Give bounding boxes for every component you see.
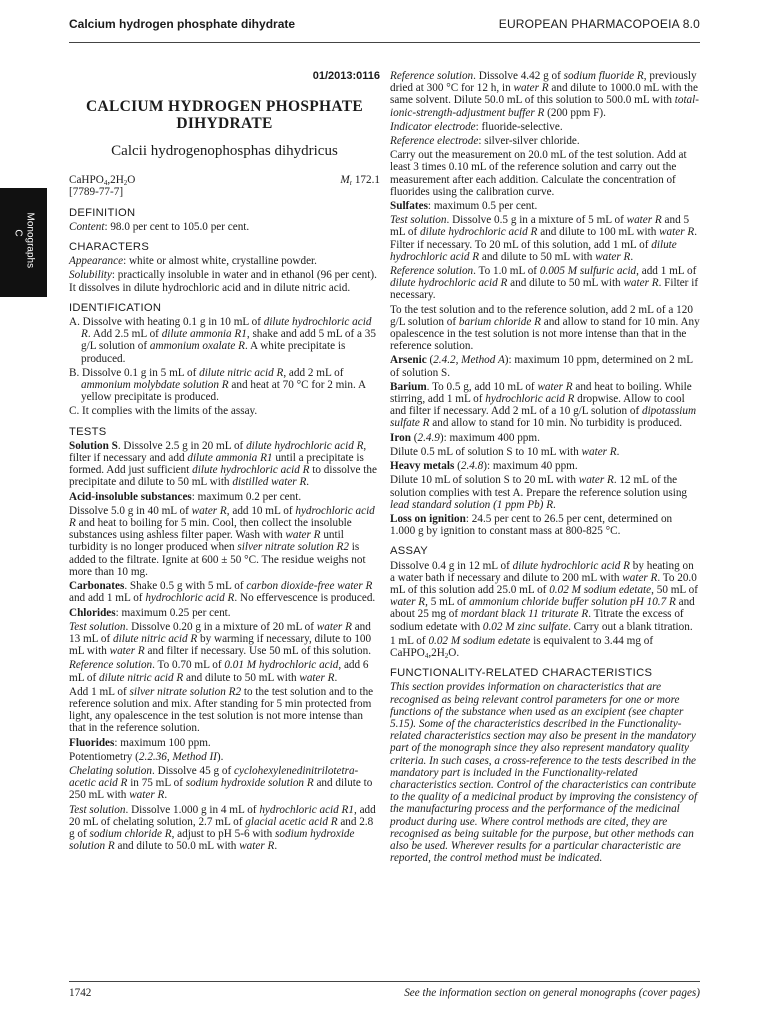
heavy-metals-procedure: Dilute 10 mL of solution S to 20 mL with water R. 12 mL of the solution complies with test A. Prepare the reference solution using lead standard solution (1 ppm Pb) R. — [390, 474, 688, 511]
monographs-section-tab — [0, 188, 47, 297]
iron-limit: Iron (2.4.9): maximum 400 ppm. — [390, 431, 540, 444]
reference-electrode: Reference electrode: silver-silver chloride. — [390, 135, 580, 148]
molecular-formula: $CaHPO_4,2H_2O$ — [69, 174, 136, 188]
running-header-title: Calcium hydrogen phosphate dihydrate — [69, 17, 296, 31]
solubility: Solubility: practically insoluble in water and in ethanol (96 per cent). It dissolves in dilute hydrochloric acid and in dilute nitric acid. — [69, 269, 377, 294]
chlorides-procedure: Add 1 mL of silver nitrate solution R2 to the test solution and to the reference solution and mix. After standing for 5 min protected from light, any opalescence in the test solution is not more intense than that in the reference solution. — [69, 685, 374, 735]
sulfates-test-solution: Test solution. Dissolve 0.5 g in a mixture of 5 mL of water R and 5 mL of dilute hydrochloric acid R and dilute to 100 mL with water R. Filter if necessary. To 20 mL of this solution, add 1 mL of dilute hydrochloric acid R and dilute to 50 mL with water R. — [390, 214, 698, 263]
fluorides-reference-solution: Reference solution. Dissolve 4.42 g of sodium fluoride R, previously dried at 300 °C for 12 h, in water R and dilute to 1000.0 mL with the same solvent. Dilute 50.0 mL of this solution to 500.0 mL with total-ionic-strength-adjustment buffer R (200 ppm F). — [390, 70, 699, 119]
identification-a: A. Dissolve with heating 0.1 g in 10 mL of dilute hydrochloric acid R. Add 2.5 mL of dilute ammonia R1, shake and add 5 mL of a 35 g/L solution of ammonium oxalate R. A white precipitate is produced. — [69, 316, 376, 365]
header-rule — [69, 42, 700, 43]
chlorides-test-solution: Test solution. Dissolve 0.20 g in a mixture of 20 mL of water R and 13 mL of dilute nitric acid R by warming if necessary, dilute to 100 mL with water R and filter if necessary. Use 50 mL of this solution. — [69, 620, 372, 658]
chlorides-reference-solution: Reference solution. To 0.70 mL of 0.01 M hydrochloric acid, add 6 mL of dilute nitric acid R and dilute to 50 mL with water R. — [69, 659, 369, 684]
fluorides-procedure: Carry out the measurement on 20.0 mL of the test solution. Add at least 3 times 0.10 mL of the reference solution and carry out the measurement after each addition. Calculate the concentration of fluorides using the calibration curve. — [390, 149, 687, 198]
assay-heading: ASSAY — [390, 545, 428, 558]
definition-content: Content: 98.0 per cent to 105.0 per cent. — [69, 220, 250, 233]
barium: Barium. To 0.5 g, add 10 mL of water R and heat to boiling. While stirring, add 1 mL of hydrochloric acid R dropwise. Allow to cool and filter if necessary. Add 2 mL of a 10 g/L solution of dipotassium sulfate R and allow to stand for 10 min. No turbidity is produced. — [390, 380, 697, 430]
iron-procedure: Dilute 0.5 mL of solution S to 10 mL with water R. — [390, 445, 620, 458]
page-number: 1742 — [69, 987, 92, 999]
relative-molecular-mass: $M_r$ 172.1 — [340, 174, 380, 188]
characters-heading: CHARACTERS — [69, 241, 150, 254]
appearance: Appearance: white or almost white, crystalline powder. — [69, 255, 317, 268]
cas-number: [7789-77-7] — [69, 186, 124, 199]
fluorides-chelating-solution: Chelating solution. Dissolve 45 g of cyclohexylenedinitrilotetra-acetic acid R in 75 mL of sodium hydroxide solution R and dilute to 250 mL with water R. — [69, 764, 373, 802]
chlorides-limit: Chlorides: maximum 0.25 per cent. — [69, 606, 231, 619]
acid-insoluble-method: Dissolve 5.0 g in 40 mL of water R, add 10 mL of hydrochloric acid R and heat to boiling for 5 min. Cool, then collect the insoluble substances using ashless filter paper. Wash with water R until turbidity is no longer produced when silver nitrate solution R2 is added to the filtrate. Ignite at 600 ± 50 °C. The residue weighs not more than 10 mg. — [69, 504, 375, 578]
arsenic: Arsenic (2.4.2, Method A): maximum 10 ppm, determined on 2 mL of solution S. — [390, 354, 693, 379]
footer-rule — [69, 981, 700, 982]
acid-insoluble-limit: Acid-insoluble substances: maximum 0.2 per cent. — [69, 490, 302, 503]
indicator-electrode: Indicator electrode: fluoride-selective. — [390, 120, 563, 133]
frc-text: This section provides information on characteristics that are recognised as being relevant control parameters for one or more functions of the substance when used as an excipient (see chapter 5.15). Some of the characteristics described in the Functionality-related characteristics section may also be present in the mandatory part of the monograph since they also represent mandatory quality criteria. In such cases, a cross-reference to the tests described in the mandatory part is included in the Functionality-related characteristics section. Control of the characteristics can contribute to the quality of a medicinal product by improving the consistency of the manufacturing process and the performance of the medicinal product during use. Where control methods are cited, they are recognised as being suitable for the purpose, but other methods can also be used. Wherever results for a particular characteristic are reported, the control method must be indicated. — [390, 681, 698, 865]
carbonates: Carbonates. Shake 0.5 g with 5 mL of carbon dioxide-free water R and add 1 mL of hydrochloric acid R. No effervescence is produced. — [69, 580, 376, 605]
identification-heading: IDENTIFICATION — [69, 301, 162, 314]
fluorides-limit: Fluorides: maximum 100 ppm. — [69, 736, 211, 749]
monograph-reference: 01/2013:0116 — [312, 70, 380, 82]
left-column — [69, 70, 380, 854]
loss-on-ignition: Loss on ignition: 24.5 per cent to 26.5 per cent, determined on 1.000 g by ignition to constant mass at 800-825 °C. — [390, 512, 673, 538]
heavy-metals-limit: Heavy metals (2.4.8): maximum 40 ppm. — [390, 460, 578, 473]
identification-b: B. Dissolve 0.1 g in 5 mL of dilute nitric acid R, add 2 mL of ammonium molybdate solution R and heat at 70 °C for 2 min. A yellow precipitate is produced. — [69, 366, 366, 404]
solution-s: Solution S. Dissolve 2.5 g in 20 mL of dilute hydrochloric acid R, filter if necessary and add dilute ammonia R1 until a precipitate is formed. Add just sufficient dilute hydrochloric acid R to dissolve the precipitate and dilute to 50 mL with distilled water R. — [69, 439, 377, 489]
sulfates-reference-solution: Reference solution. To 1.0 mL of 0.005 M sulfuric acid, add 1 mL of dilute hydrochloric acid R and dilute to 50 mL with water R. Filter if necessary. — [390, 265, 699, 302]
molecular-formula-row — [69, 174, 380, 186]
latin-name: Calcii hydrogenophosphas dihydricus — [111, 143, 338, 160]
definition-heading: DEFINITION — [69, 206, 136, 219]
tests-heading: TESTS — [69, 425, 107, 438]
fluorides-method: Potentiometry (2.2.36, Method II). — [69, 750, 224, 763]
frc-heading: FUNCTIONALITY-RELATED CHARACTERISTICS — [390, 667, 653, 680]
running-header-publication: EUROPEAN PHARMACOPOEIA 8.0 — [498, 17, 700, 31]
monograph-title: CALCIUM HYDROGEN PHOSPHATE DIHYDRATE — [85, 98, 364, 133]
tab-label: Monographs C — [12, 212, 36, 269]
assay-procedure: Dissolve 0.4 g in 12 mL of dilute hydrochloric acid R by heating on a water bath if necessary and dilute to 200 mL with water R. To 20.0 mL of this solution add 25.0 mL of 0.02 M sodium edetate, 50 mL of water R, 5 mL of ammonium chloride buffer solution pH 10.7 R and about 25 mg of mordant black 11 triturate R. Titrate the excess of sodium edetate with 0.02 M zinc sulfate. Carry out a blank titration. — [390, 559, 698, 633]
sulfates-procedure: To the test solution and to the reference solution, add 2 mL of a 120 g/L solution of barium chloride R and allow to stand for 10 min. Any opalescence in the test solution is not more intense than that in the reference solution. — [390, 303, 700, 353]
identification-c: C. It complies with the limits of the assay. — [69, 405, 258, 418]
right-column — [390, 70, 700, 866]
sulfates-limit: Sulfates: maximum 0.5 per cent. — [390, 200, 538, 213]
assay-equivalence: 1 mL of 0.02 M sodium edetate is equivalent to 3.44 mg of $CaHPO_4,2H_2O$. — [390, 634, 654, 660]
footer-note: See the information section on general monographs (cover pages) — [404, 987, 700, 999]
fluorides-test-solution: Test solution. Dissolve 1.000 g in 4 mL of hydrochloric acid R1, add 20 mL of chelating solution, 2.7 mL of glacial acetic acid R and 2.8 g of sodium chloride R, adjust to pH 5-6 with sodium hydroxide solution R and dilute to 50.0 mL with water R. — [69, 803, 376, 853]
